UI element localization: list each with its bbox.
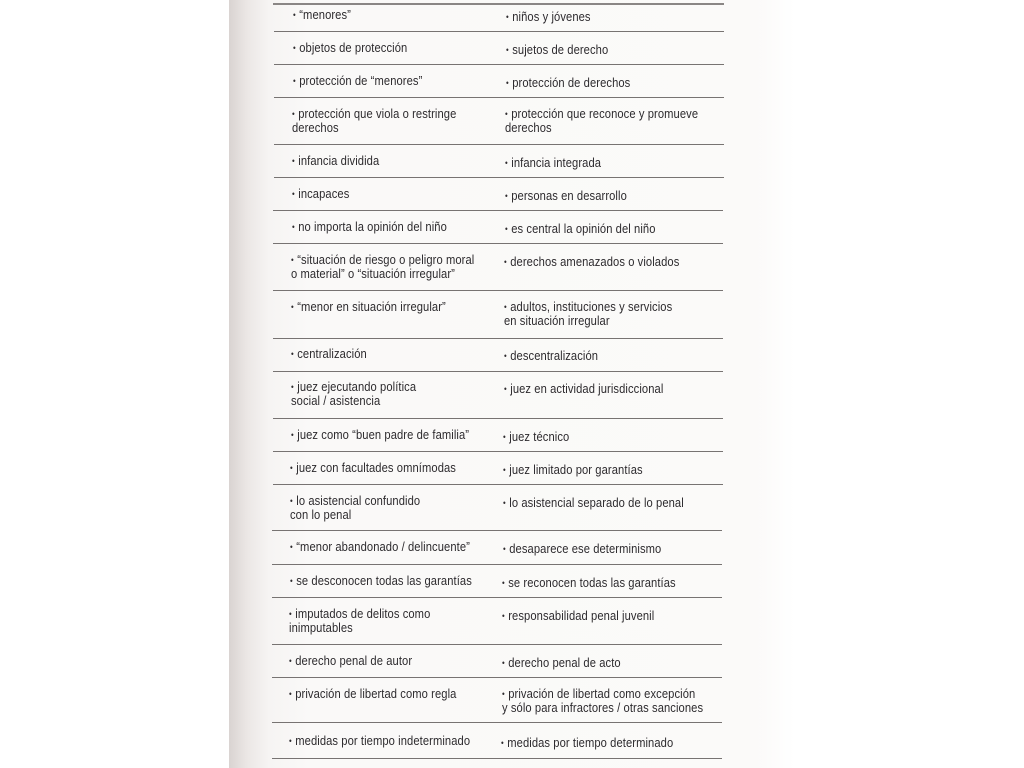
left-column-cell [292, 107, 456, 135]
left-column-cell [291, 380, 416, 408]
cell-text: infancia integrada [511, 155, 602, 170]
cell-text: objetos de protección [299, 40, 408, 55]
cell-text: “menor en situación irregular” [297, 299, 447, 314]
left-column-cell [292, 154, 379, 168]
right-column-cell [505, 189, 627, 203]
bullet-icon: • [292, 43, 296, 53]
cell-text: sujetos de derecho [511, 42, 609, 57]
bullet-icon: • [288, 736, 292, 746]
cell-text: juez técnico [509, 429, 570, 444]
bullet-icon: • [503, 465, 506, 475]
cell-text: derechos amenazados o violados [510, 254, 680, 269]
left-column-cell [289, 734, 470, 748]
row-divider [272, 677, 722, 678]
row-divider [273, 210, 723, 211]
bullet-icon: • [501, 689, 505, 699]
row-divider [273, 371, 723, 372]
row-divider [272, 530, 722, 531]
row-divider [274, 177, 724, 178]
right-column-cell [503, 430, 569, 444]
cell-text: “menores” [299, 7, 351, 22]
table-top-rule [273, 3, 724, 5]
left-column-cell [291, 428, 469, 442]
right-column-cell [502, 687, 703, 715]
cell-text: lo asistencial separado de lo penal [508, 495, 684, 510]
cell-text: medidas por tiempo indeterminado [295, 733, 470, 748]
bullet-icon: • [291, 349, 294, 359]
bullet-icon: • [503, 351, 507, 361]
bullet-icon: • [502, 544, 506, 554]
right-column-cell [504, 382, 663, 396]
left-column-cell [290, 574, 472, 588]
bullet-icon: • [289, 576, 293, 586]
cell-text: imputados de delitos como [295, 606, 431, 621]
bullet-icon: • [292, 76, 296, 86]
cell-text: personas en desarrollo [510, 188, 627, 203]
bullet-icon: • [501, 738, 505, 748]
bullet-icon: • [504, 191, 508, 201]
bullet-icon: • [292, 109, 296, 119]
row-divider [272, 722, 722, 723]
bullet-icon: • [290, 382, 294, 392]
cell-text: juez como “buen padre de familia” [296, 427, 469, 442]
right-column-cell [506, 43, 608, 57]
cell-text: descentralización [509, 348, 598, 363]
bullet-icon: • [504, 224, 508, 234]
right-column-cell [505, 107, 698, 135]
bullet-icon: • [504, 302, 507, 312]
row-divider [274, 64, 724, 65]
document-page [229, 0, 795, 768]
right-column-cell [505, 222, 656, 236]
bullet-icon: • [289, 542, 293, 552]
cell-text: “situación de riesgo o peligro moral [297, 252, 475, 267]
cell-text: juez limitado por garantías [509, 462, 643, 477]
left-column-cell [290, 494, 420, 522]
cell-text: incapaces [298, 186, 350, 201]
row-divider [272, 564, 722, 565]
cell-text: protección que viola o restringe [298, 106, 457, 121]
cell-text: centralización [297, 346, 367, 361]
cell-text-continuation: en situación irregular [504, 313, 610, 328]
bullet-icon: • [289, 609, 293, 619]
bullet-icon: • [291, 222, 295, 232]
bullet-icon: • [291, 255, 295, 265]
left-column-cell [289, 687, 456, 701]
cell-text: privación de libertad como regla [295, 686, 457, 701]
right-column-cell [502, 656, 621, 670]
cell-text: juez ejecutando política [297, 379, 416, 394]
right-column-cell [503, 542, 661, 556]
bullet-icon: • [291, 302, 295, 312]
left-column-cell [293, 41, 407, 55]
cell-text: se desconocen todas las garantías [295, 573, 472, 588]
bullet-icon: • [505, 109, 509, 119]
cell-text: desaparece ese determinismo [508, 541, 661, 556]
row-divider [272, 597, 722, 598]
cell-text-continuation: derechos [505, 120, 552, 135]
bullet-icon: • [502, 498, 506, 508]
row-divider [273, 290, 723, 291]
row-divider [273, 338, 723, 339]
bullet-icon: • [292, 156, 295, 166]
row-divider [274, 97, 724, 98]
bullet-icon: • [293, 10, 296, 20]
left-column-cell [289, 607, 430, 635]
left-column-cell [292, 187, 349, 201]
bullet-icon: • [289, 689, 292, 699]
row-divider [273, 418, 723, 419]
bullet-icon: • [502, 611, 505, 621]
cell-text: responsabilidad penal juvenil [508, 608, 655, 623]
bullet-icon: • [505, 158, 508, 168]
right-column-cell [503, 463, 643, 477]
cell-text: protección de “menores” [298, 73, 422, 88]
bullet-icon: • [289, 656, 293, 666]
right-column-cell [502, 576, 676, 590]
right-column-cell [506, 10, 591, 24]
right-column-cell [505, 156, 601, 170]
cell-text-continuation: o material” o “situación irregular” [291, 266, 456, 281]
cell-text: protección que reconoce y promueve [511, 106, 699, 121]
bullet-icon: • [502, 578, 506, 588]
cell-text: privación de libertad como excepción [507, 686, 695, 701]
cell-text: juez en actividad jurisdiccional [509, 381, 663, 396]
cell-text: juez con facultades omnímodas [296, 460, 457, 475]
left-column-cell [291, 253, 474, 281]
bullet-icon: • [290, 496, 293, 506]
left-column-cell [291, 300, 446, 314]
bullet-icon: • [290, 463, 294, 473]
right-column-cell [506, 76, 630, 90]
left-column-cell [293, 8, 351, 22]
cell-text: medidas por tiempo determinado [507, 735, 674, 750]
right-column-cell [504, 349, 598, 363]
bullet-icon: • [504, 257, 508, 267]
cell-text: protección de derechos [511, 75, 630, 90]
left-column-cell [289, 654, 412, 668]
bullet-icon: • [291, 189, 295, 199]
cell-text: es central la opinión del niño [510, 221, 656, 236]
cell-text: “menor abandonado / delincuente” [296, 539, 470, 554]
bullet-icon: • [506, 12, 509, 22]
bullet-icon: • [290, 430, 294, 440]
left-column-cell [293, 74, 422, 88]
right-column-cell [503, 496, 684, 510]
right-column-cell [501, 736, 673, 750]
cell-text: se reconocen todas las garantías [508, 575, 676, 590]
cell-text: derecho penal de acto [507, 655, 621, 670]
bullet-icon: • [505, 45, 509, 55]
row-divider [273, 451, 723, 452]
row-divider [274, 144, 724, 145]
cell-text-continuation: social / asistencia [290, 393, 381, 408]
left-column-cell [291, 347, 367, 361]
row-divider [272, 758, 722, 759]
cell-text-continuation: inimputables [289, 620, 354, 635]
right-column-cell [502, 609, 654, 623]
cell-text-continuation: con lo penal [290, 507, 352, 522]
bullet-icon: • [501, 658, 505, 668]
bullet-icon: • [503, 432, 507, 442]
cell-text: infancia dividida [298, 153, 380, 168]
row-divider [274, 31, 724, 32]
cell-text: adultos, instituciones y servicios [510, 299, 673, 314]
cell-text: lo asistencial confundido [296, 493, 421, 508]
cell-text: derecho penal de autor [295, 653, 413, 668]
cell-text: no importa la opinión del niño [297, 219, 447, 234]
row-divider [273, 243, 723, 244]
bullet-icon: • [505, 78, 509, 88]
bullet-icon: • [503, 384, 507, 394]
row-divider [273, 484, 723, 485]
cell-text: niños y jóvenes [512, 9, 591, 24]
cell-text-continuation: derechos [292, 120, 340, 135]
right-column-cell [504, 255, 679, 269]
row-divider [272, 644, 722, 645]
right-column-cell [504, 300, 672, 328]
left-column-cell [290, 540, 470, 554]
left-column-cell [290, 461, 456, 475]
left-column-cell [292, 220, 447, 234]
cell-text-continuation: y sólo para infractores / otras sanciones [501, 700, 703, 715]
